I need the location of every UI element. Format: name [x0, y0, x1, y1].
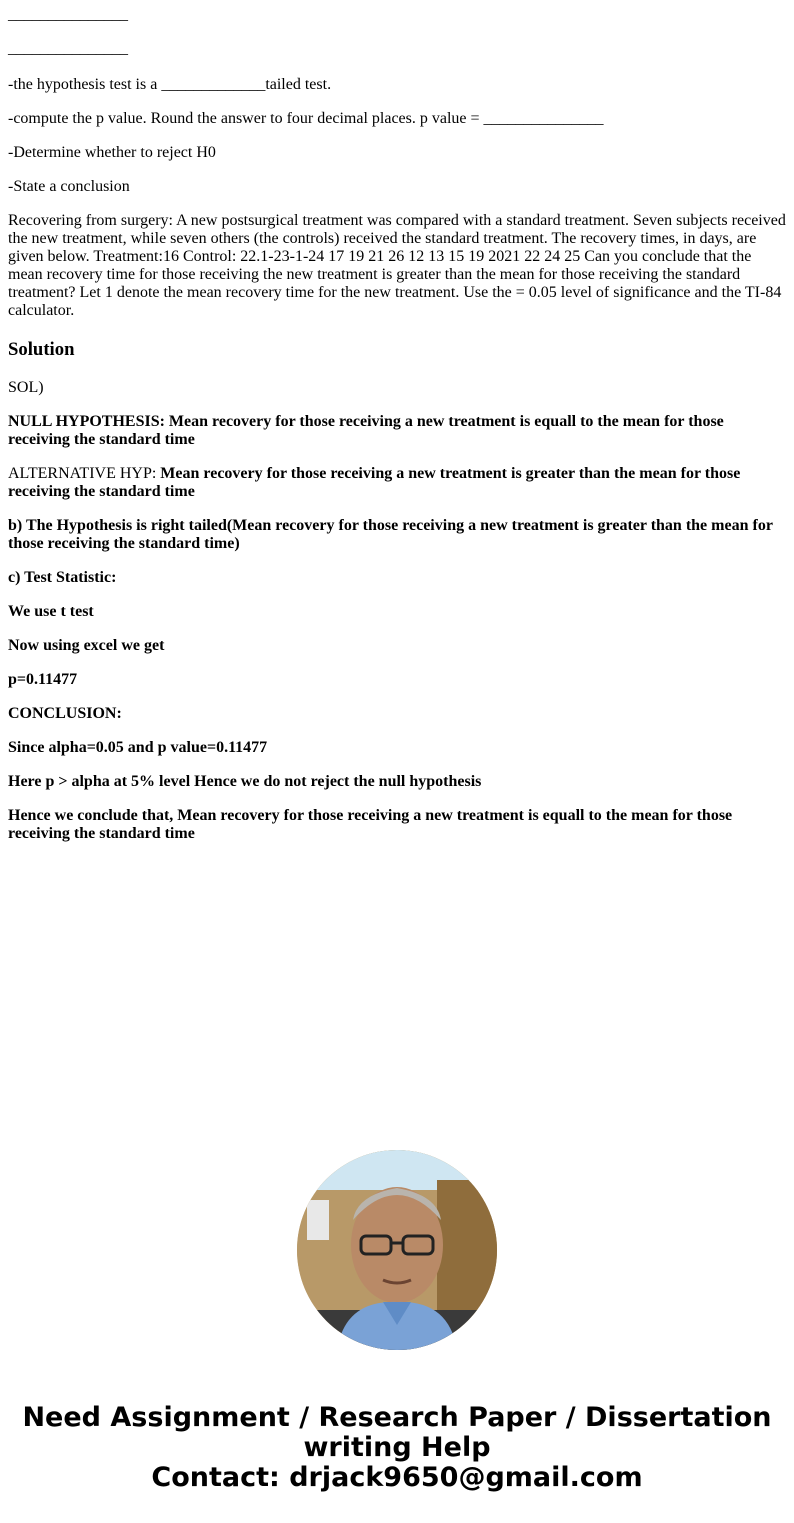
- tail-answer-text: b) The Hypothesis is right tailed(Mean recovery for those receiving a new treatment is greater than the mean for those receiving the standard time): [8, 517, 773, 552]
- answer-blank-2: _______________: [8, 40, 128, 57]
- use-t-test: [8, 603, 94, 621]
- p-value-result: [8, 671, 77, 689]
- conclusion-label: [8, 705, 122, 723]
- reject-prompt: -Determine whether to reject H0: [8, 144, 216, 161]
- conclusion-prompt: -State a conclusion: [8, 178, 130, 195]
- person-photo-icon: [297, 1150, 497, 1350]
- pvalue-prompt: -compute the p value. Round the answer to four decimal places. p value = _______________: [8, 110, 604, 127]
- tail-prompt: -the hypothesis test is a _____________tailed test.: [8, 76, 332, 93]
- alternative-hypothesis: [8, 465, 787, 501]
- alt-label: ALTERNATIVE HYP:: [8, 465, 161, 482]
- answer-blank-1: _______________: [8, 6, 128, 23]
- alpha-line: [8, 739, 267, 757]
- alt-text: Mean recovery for those receiving a new treatment is greater than the mean for those receiving the standard time: [8, 465, 741, 500]
- tail-answer: [8, 517, 787, 553]
- promo-contact: Contact: drjack9650@gmail.com: [151, 1462, 643, 1493]
- compare-line: [8, 773, 481, 791]
- final-conclusion-text: Hence we conclude that, Mean recovery for those receiving a new treatment is equall to the mean for those receiving the standard time: [8, 807, 733, 842]
- final-conclusion: [8, 807, 787, 843]
- avatar: [297, 1150, 497, 1350]
- solution-heading: Solution: [8, 339, 75, 360]
- excel-line-text: Now using excel we get: [8, 637, 165, 654]
- null-hypothesis: [8, 413, 787, 449]
- p-value-text: p=0.11477: [8, 671, 78, 688]
- promo-headline: Need Assignment / Research Paper / Dissertation writing Help: [22, 1402, 772, 1463]
- test-statistic-text: c) Test Statistic:: [8, 569, 117, 586]
- use-t-test-text: We use t test: [8, 603, 94, 620]
- alpha-line-text: Since alpha=0.05 and p value=0.11477: [8, 739, 268, 756]
- null-hypothesis-text: NULL HYPOTHESIS: Mean recovery for those receiving a new treatment is equall to the mean for those receiving the standard time: [8, 413, 724, 448]
- promo-text: [0, 1403, 794, 1493]
- problem-text: Recovering from surgery: A new postsurgical treatment was compared with a standard treatment. Seven subjects received the new treatment, while seven others (the controls) received the standard treatment. The recovery times, in days, are given below. Treatment:16 Control: 22.1-23-1-24 17 19 21 26 12 13 15 19 2021 22 24 25 Can you conclude that the mean recovery time for those receiving the new treatment is greater than the mean for those receiving the standard treatment? Let 1 denote the mean recovery time for the new treatment. Use the = 0.05 level of significance and the TI-84 calculator.: [8, 212, 786, 319]
- promo-section: [0, 1150, 794, 1493]
- conclusion-label-text: CONCLUSION:: [8, 705, 122, 722]
- compare-line-text: Here p > alpha at 5% level Hence we do not reject the null hypothesis: [8, 773, 482, 790]
- test-statistic: [8, 569, 116, 587]
- sol-label: SOL): [8, 379, 44, 396]
- excel-line: [8, 637, 164, 655]
